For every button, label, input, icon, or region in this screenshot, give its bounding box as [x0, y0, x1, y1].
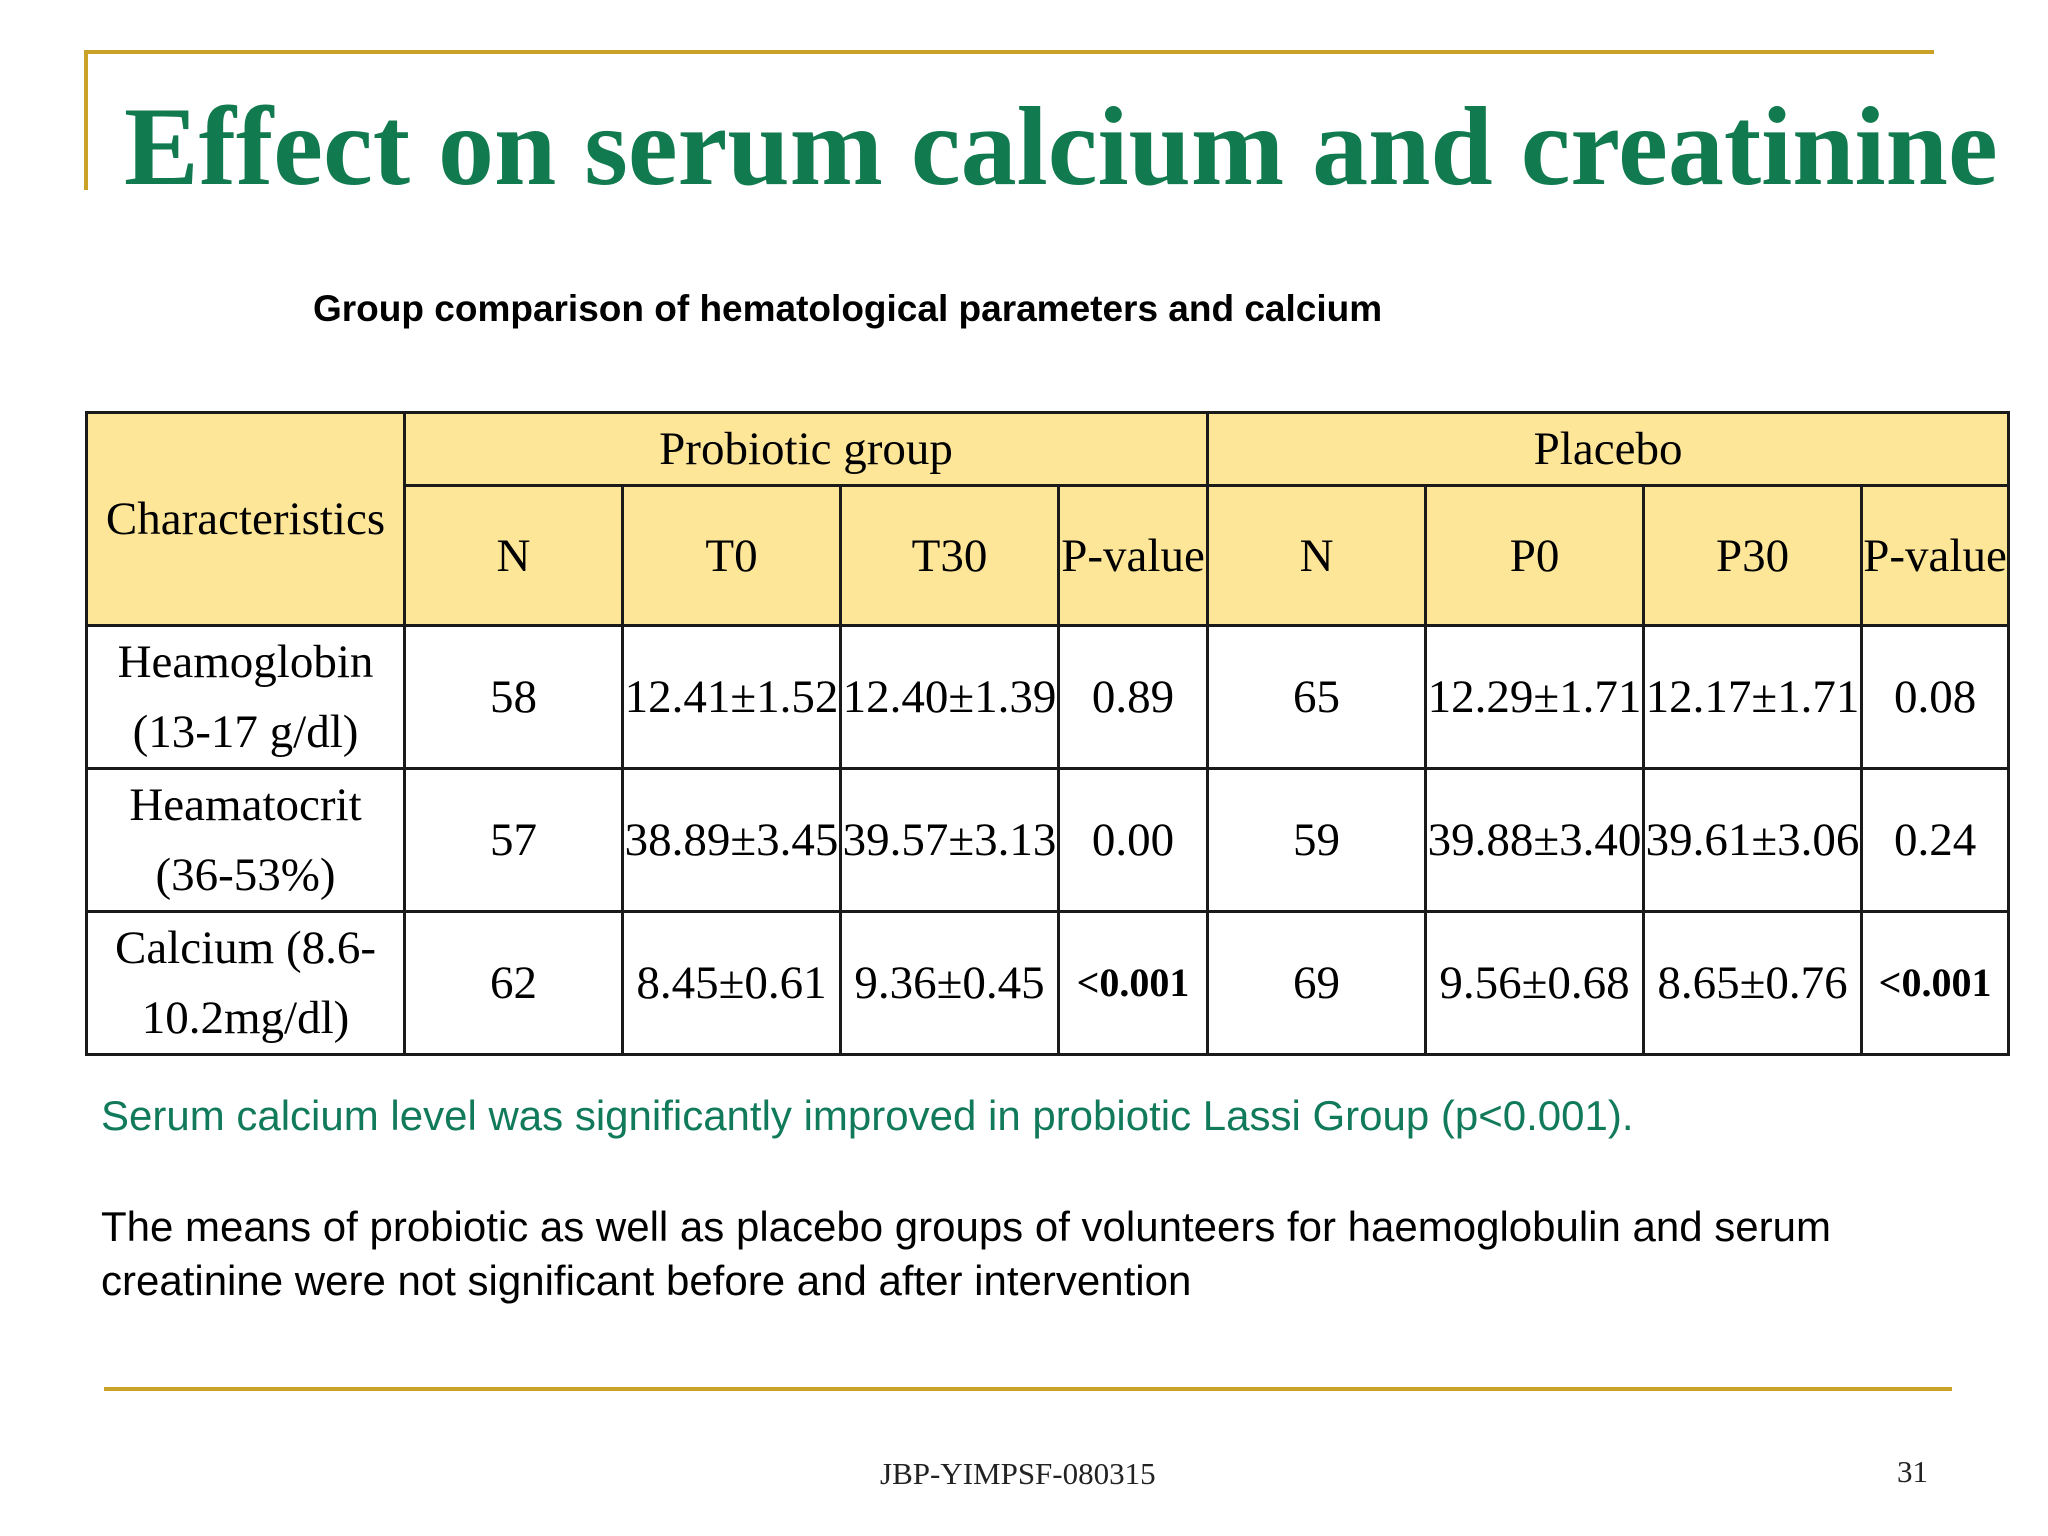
footer-code: JBP-YIMPSF-080315 [880, 1456, 1156, 1491]
cell-probiotic-n: 57 [405, 769, 623, 912]
row-label: Heamoglobin (13-17 g/dl) [87, 626, 405, 769]
table-caption: Group comparison of hematological parameters and calcium [313, 288, 1383, 329]
cell-p30: 12.17±1.71 [1644, 626, 1862, 769]
header-probiotic-n: N [405, 486, 623, 626]
cell-t0: 8.45±0.61 [623, 912, 841, 1055]
cell-placebo-p-value: <0.001 [1862, 912, 2009, 1055]
top-divider [84, 50, 1934, 54]
header-probiotic-p-value: P-value [1059, 486, 1208, 626]
cell-placebo-p-value: 0.24 [1862, 769, 2009, 912]
header-t30: T30 [841, 486, 1059, 626]
page-number: 31 [1897, 1454, 1928, 1489]
cell-placebo-p-value: 0.08 [1862, 626, 2009, 769]
cell-p0: 39.88±3.40 [1426, 769, 1644, 912]
header-p30: P30 [1644, 486, 1862, 626]
left-divider [84, 50, 88, 190]
header-probiotic-group: Probiotic group [405, 413, 1208, 486]
bottom-divider [104, 1387, 1952, 1391]
header-placebo-p-value: P-value [1862, 486, 2009, 626]
cell-probiotic-p-value: 0.89 [1059, 626, 1208, 769]
cell-placebo-n: 59 [1208, 769, 1426, 912]
cell-t30: 39.57±3.13 [841, 769, 1059, 912]
header-p0: P0 [1426, 486, 1644, 626]
table-row [87, 912, 2009, 1055]
header-placebo-group: Placebo [1208, 413, 2009, 486]
table-row [87, 769, 2009, 912]
row-label: Heamatocrit (36-53%) [87, 769, 405, 912]
cell-t30: 12.40±1.39 [841, 626, 1059, 769]
table-row [87, 626, 2009, 769]
header-placebo-n: N [1208, 486, 1426, 626]
row-label: Calcium (8.6-10.2mg/dl) [87, 912, 405, 1055]
cell-p30: 39.61±3.06 [1644, 769, 1862, 912]
cell-probiotic-n: 58 [405, 626, 623, 769]
slide-title: Effect on serum calcium and creatinine [124, 85, 1998, 209]
header-t0: T0 [623, 486, 841, 626]
cell-t30: 9.36±0.45 [841, 912, 1059, 1055]
results-table [85, 411, 2010, 1056]
header-characteristics: Characteristics [87, 413, 405, 626]
cell-t0: 38.89±3.45 [623, 769, 841, 912]
cell-p0: 9.56±0.68 [1426, 912, 1644, 1055]
table-header-row [87, 413, 2009, 486]
cell-probiotic-p-value: 0.00 [1059, 769, 1208, 912]
cell-probiotic-p-value: <0.001 [1059, 912, 1208, 1055]
cell-p0: 12.29±1.71 [1426, 626, 1644, 769]
body-note: The means of probiotic as well as placebo groups of volunteers for haemoglobulin and serum creatinine were not significant before and after intervention [101, 1203, 1831, 1304]
cell-placebo-n: 65 [1208, 626, 1426, 769]
cell-t0: 12.41±1.52 [623, 626, 841, 769]
cell-probiotic-n: 62 [405, 912, 623, 1055]
cell-placebo-n: 69 [1208, 912, 1426, 1055]
highlight-note: Serum calcium level was significantly improved in probiotic Lassi Group (p<0.001). [101, 1092, 1634, 1139]
cell-p30: 8.65±0.76 [1644, 912, 1862, 1055]
